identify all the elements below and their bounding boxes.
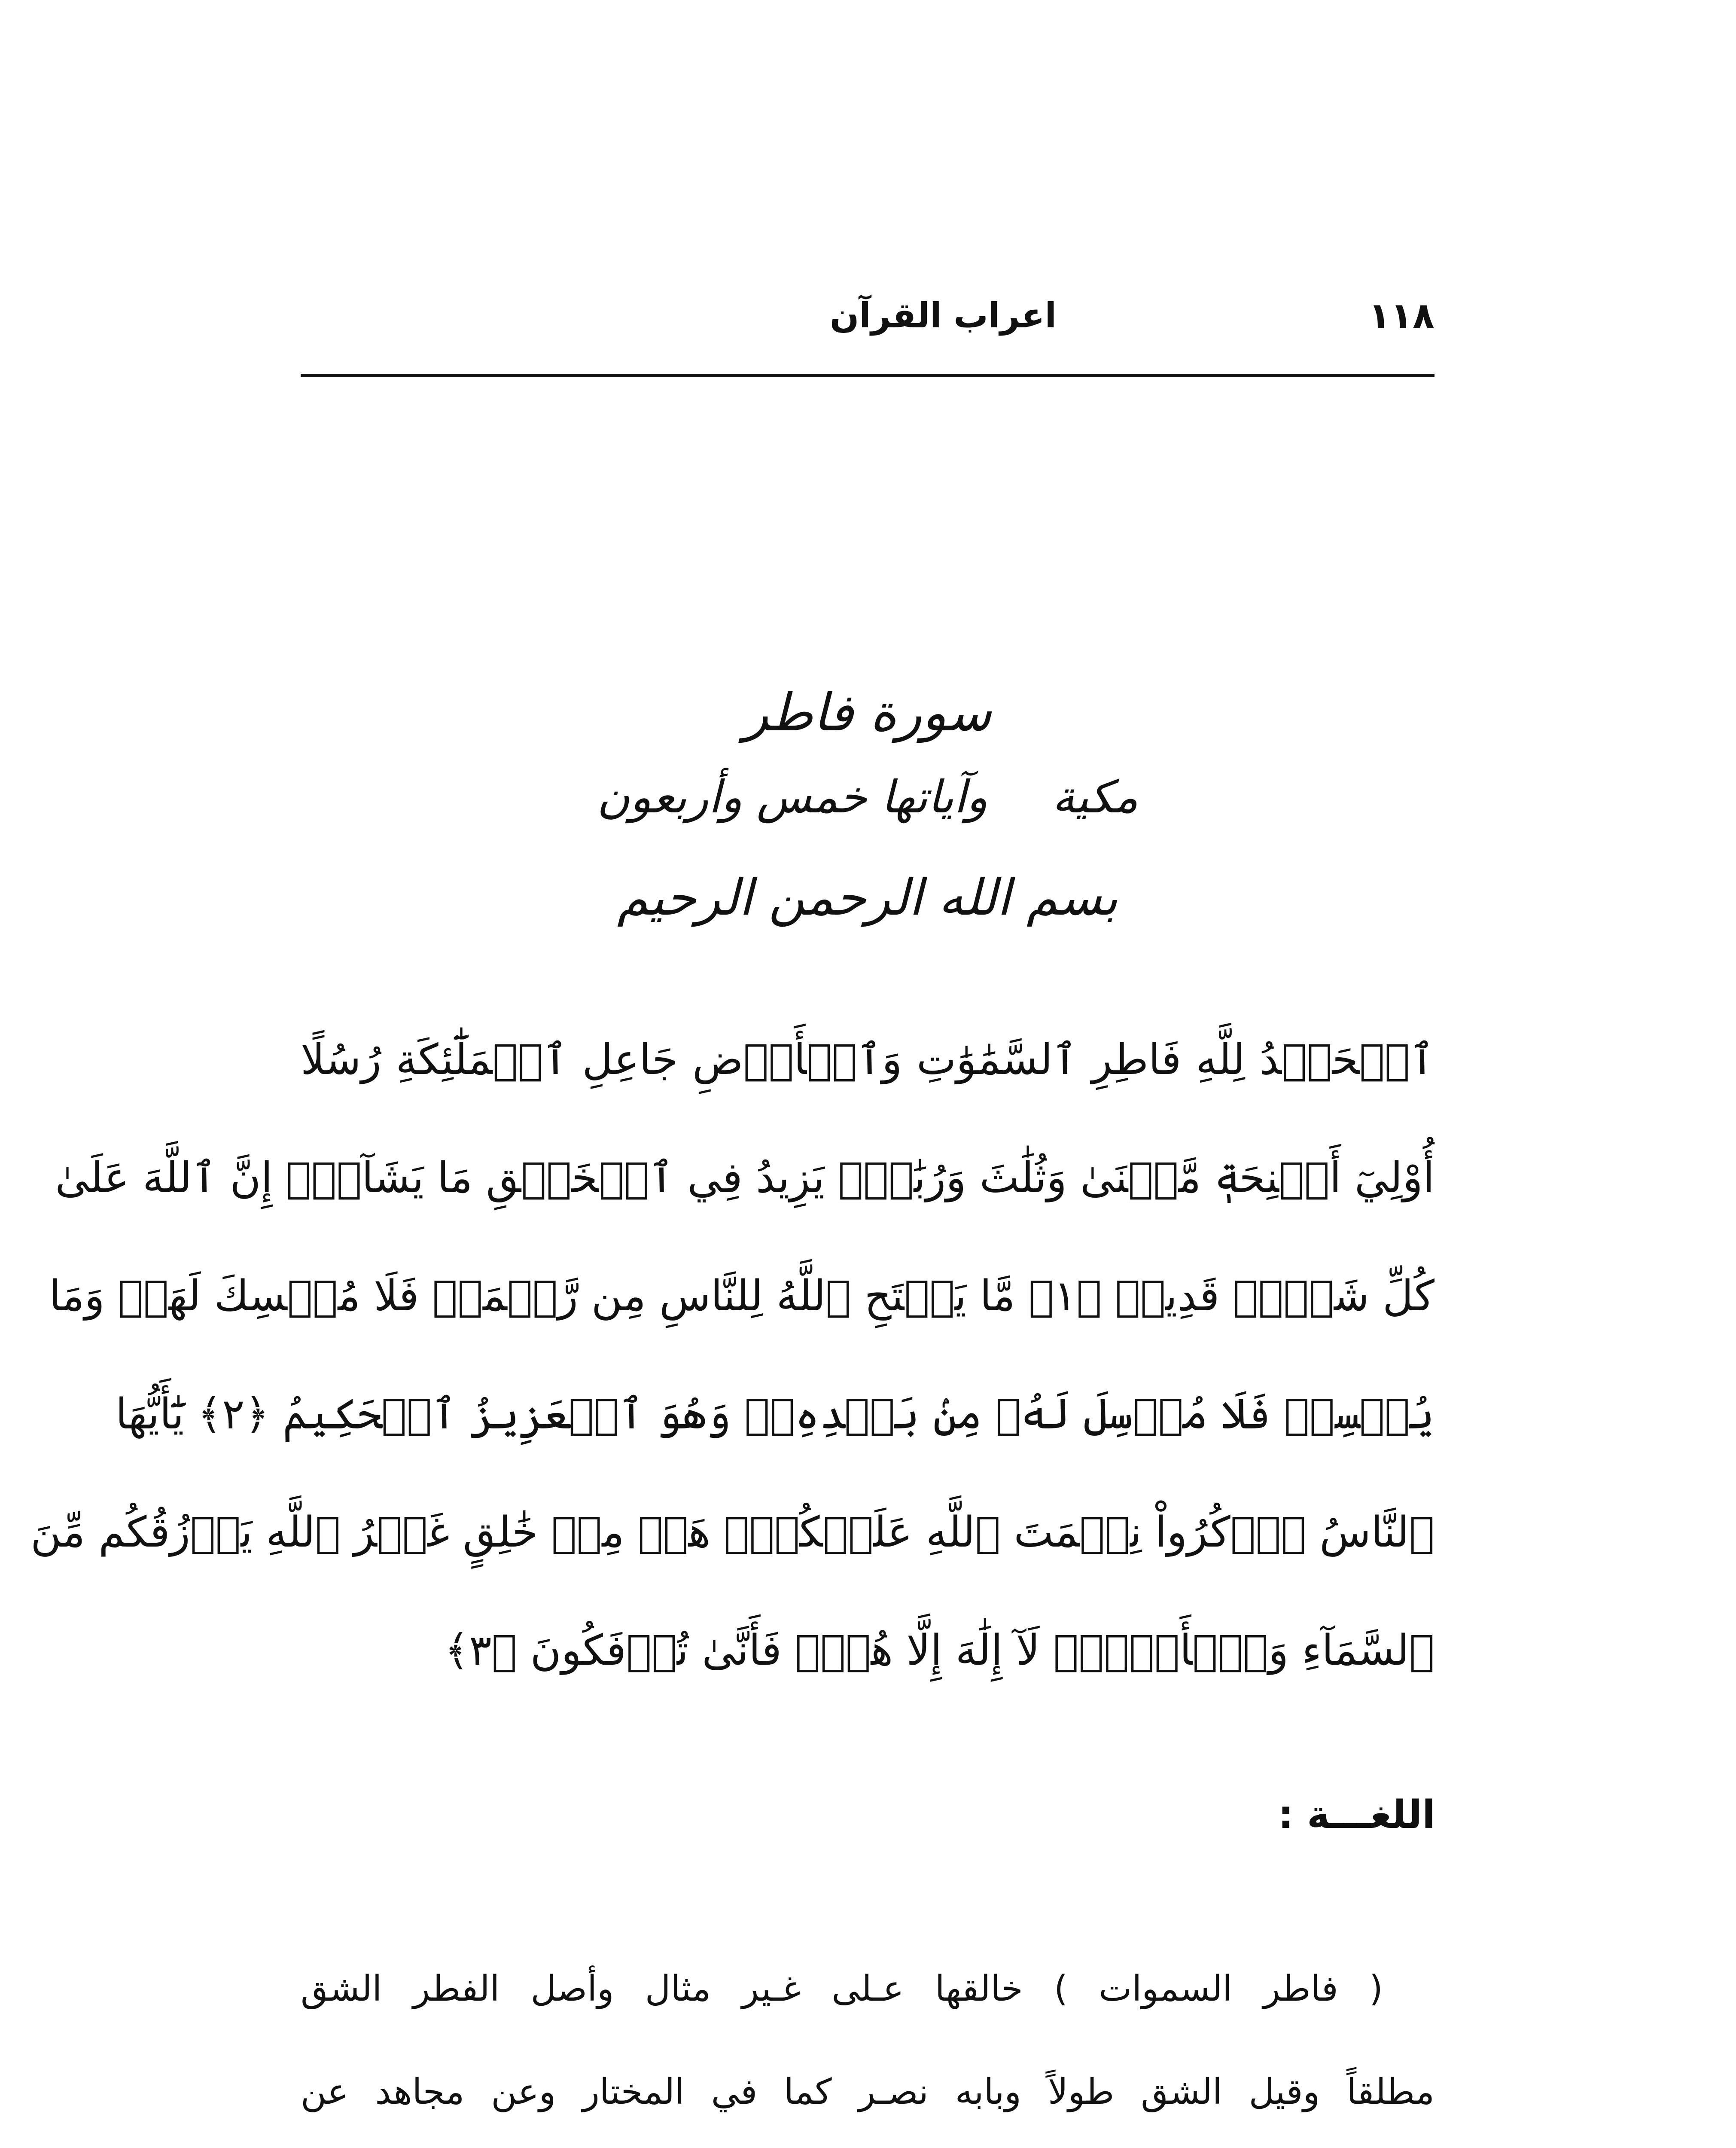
surah-heading [301, 670, 1434, 949]
surah-revelation: مكية [1052, 771, 1139, 823]
quran-verses [30, 1001, 1434, 1710]
commentary-line [301, 2144, 1434, 2148]
section-heading: اللغـــة : [1278, 1792, 1435, 1837]
page-number: ١١٨ [1368, 295, 1434, 337]
running-header [301, 292, 1434, 339]
commentary [301, 1937, 1434, 2148]
basmala: بسم الله الرحمن الرحيم [617, 869, 1118, 927]
verse-line: يُمۡسِكۡ فَلَا مُرۡسِلَ لَهُۥ مِنۢ بَعۡدِهِۦۚ وَهُوَ ٱلۡعَزِيزُ ٱلۡحَكِيمُ ﴿٢﴾ يَٰٓأَيُّهَا [116, 1390, 1434, 1439]
commentary-line: ( فاطر السموات ) خالقها عـلى غـير مثال وأصل الفطر الشق [301, 1968, 1383, 2009]
verse-line: ٱلۡحَمۡدُ لِلَّهِ فَاطِرِ ٱلسَّمَٰوَٰتِ وَٱلۡأَرۡضِ جَاعِلِ ٱلۡمَلَٰٓئِكَةِ رُسُلًا [301, 1035, 1434, 1084]
commentary-line: مطلقاً وقيل الشق طولاً وبابه نصـر كما في المختار وعن مجاهد عن [301, 2072, 1434, 2112]
book-title: اعراب القرآن [829, 296, 1057, 336]
verse-line: أُوْلِيٓ أَجۡنِحَةٖ مَّثۡنَىٰ وَثُلَٰثَ وَرُبَٰعَۚ يَزِيدُ فِي ٱلۡخَلۡقِ مَا يَشَآءُۚ إِنَّ ٱللَّهَ عَلَىٰ [55, 1153, 1434, 1202]
verse-line: كُلِّ شَيۡءٖ قَدِيرٞ ﴿١﴾ مَّا يَفۡتَحِ ٱللَّهُ لِلنَّاسِ مِن رَّحۡمَةٖ فَلَا مُمۡسِكَ لَهَاۖ وَمَا [49, 1272, 1434, 1321]
surah-verse-count: وآياتها خمس وأربعون [597, 771, 988, 823]
verse-line: ٱلنَّاسُ ٱذۡكُرُواْ نِعۡمَتَ ٱللَّهِ عَلَيۡكُمۡۚ هَلۡ مِنۡ خَٰلِقٍ غَيۡرُ ٱللَّهِ يَرۡزُقُكُم مِّنَ [30, 1508, 1434, 1557]
surah-meta [301, 756, 1434, 838]
basmala-line [301, 846, 1434, 949]
verse-line: ٱلسَّمَآءِ وَٱلۡأَرۡضِۚ لَآ إِلَٰهَ إِلَّا هُوَۖ فَأَنَّىٰ تُؤۡفَكُونَ ﴿٣﴾ [444, 1626, 1434, 1675]
surah-title: سورة فاطر [743, 683, 992, 743]
header-divider [301, 374, 1434, 377]
